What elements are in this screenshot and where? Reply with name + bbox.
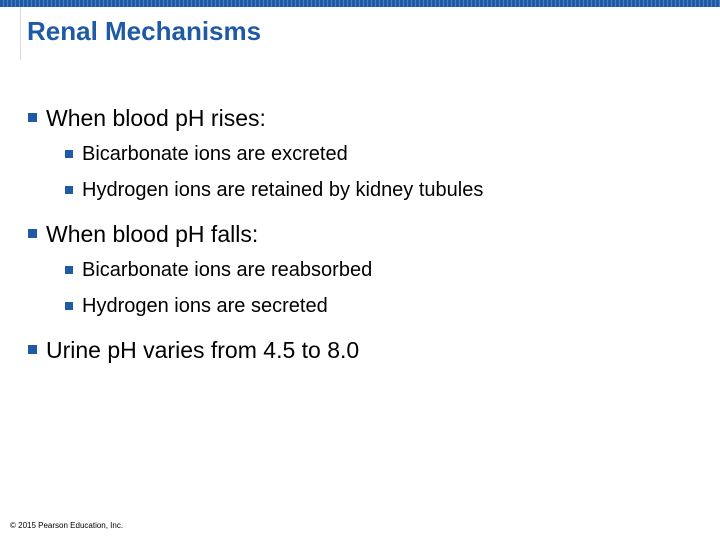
sub-bullet-item — [28, 136, 708, 172]
sub-bullet-text: Bicarbonate ions are excreted — [82, 143, 348, 165]
slide-title: Renal Mechanisms — [27, 16, 262, 46]
square-bullet-icon — [28, 113, 37, 122]
bullet-item — [28, 100, 708, 136]
square-bullet-icon — [28, 345, 37, 354]
square-bullet-icon — [65, 186, 73, 194]
sub-bullet-item — [28, 288, 708, 324]
bullet-item — [28, 216, 708, 252]
sub-bullet-text: Bicarbonate ions are reabsorbed — [82, 259, 373, 281]
sub-bullet-item — [28, 252, 708, 288]
bullet-text: When blood pH falls: — [46, 221, 259, 247]
bullet-item — [28, 332, 708, 368]
sub-bullet-text: Hydrogen ions are retained by kidney tubules — [82, 179, 484, 201]
copyright-footer: © 2015 Pearson Education, Inc. — [10, 521, 124, 530]
title-divider — [20, 7, 21, 60]
spacer — [28, 208, 708, 216]
top-accent-bar — [0, 0, 720, 7]
bullet-text: When blood pH rises: — [46, 105, 266, 131]
spacer — [28, 324, 708, 332]
square-bullet-icon — [65, 302, 73, 310]
slide-content — [28, 100, 708, 368]
sub-bullet-item — [28, 172, 708, 208]
square-bullet-icon — [65, 150, 73, 158]
square-bullet-icon — [28, 229, 37, 238]
bullet-text: Urine pH varies from 4.5 to 8.0 — [46, 337, 360, 363]
sub-bullet-text: Hydrogen ions are secreted — [82, 295, 328, 317]
square-bullet-icon — [65, 266, 73, 274]
